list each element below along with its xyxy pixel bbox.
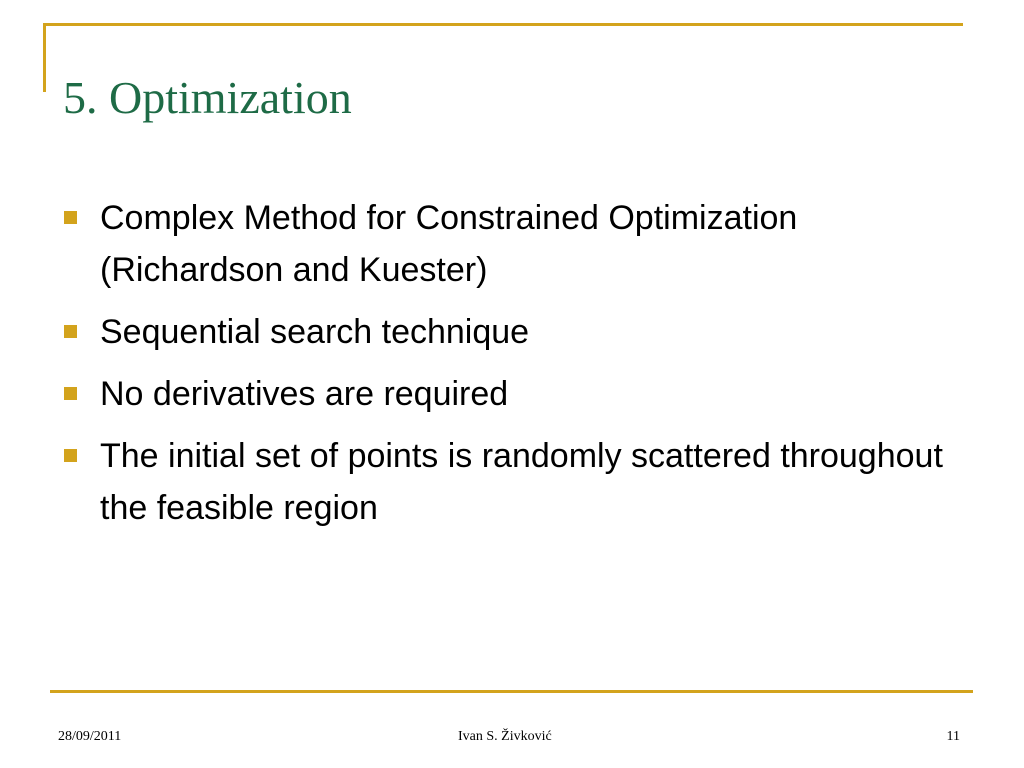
square-bullet-icon xyxy=(64,325,77,338)
footer-author: Ivan S. Živković xyxy=(458,729,552,744)
square-bullet-icon xyxy=(64,387,77,400)
square-bullet-icon xyxy=(64,211,77,224)
bullet-text: Complex Method for Constrained Optimization (Richardson and Kuester) xyxy=(100,199,798,289)
slide-title: 5. Optimization xyxy=(63,72,352,123)
bullet-item xyxy=(64,430,964,534)
bullet-list xyxy=(64,192,964,544)
top-frame-rule xyxy=(43,23,963,26)
bullet-text: No derivatives are required xyxy=(100,375,509,413)
bullet-text: Sequential search technique xyxy=(100,313,530,351)
footer-rule xyxy=(50,690,973,693)
bullet-item xyxy=(64,368,964,420)
bullet-item xyxy=(64,306,964,358)
left-frame-rule xyxy=(43,23,46,92)
bullet-item xyxy=(64,192,964,296)
page-number: 11 xyxy=(946,729,960,744)
footer-date: 28/09/2011 xyxy=(58,729,122,744)
square-bullet-icon xyxy=(64,449,77,462)
bullet-text: The initial set of points is randomly scattered throughout the feasible region xyxy=(100,437,943,527)
